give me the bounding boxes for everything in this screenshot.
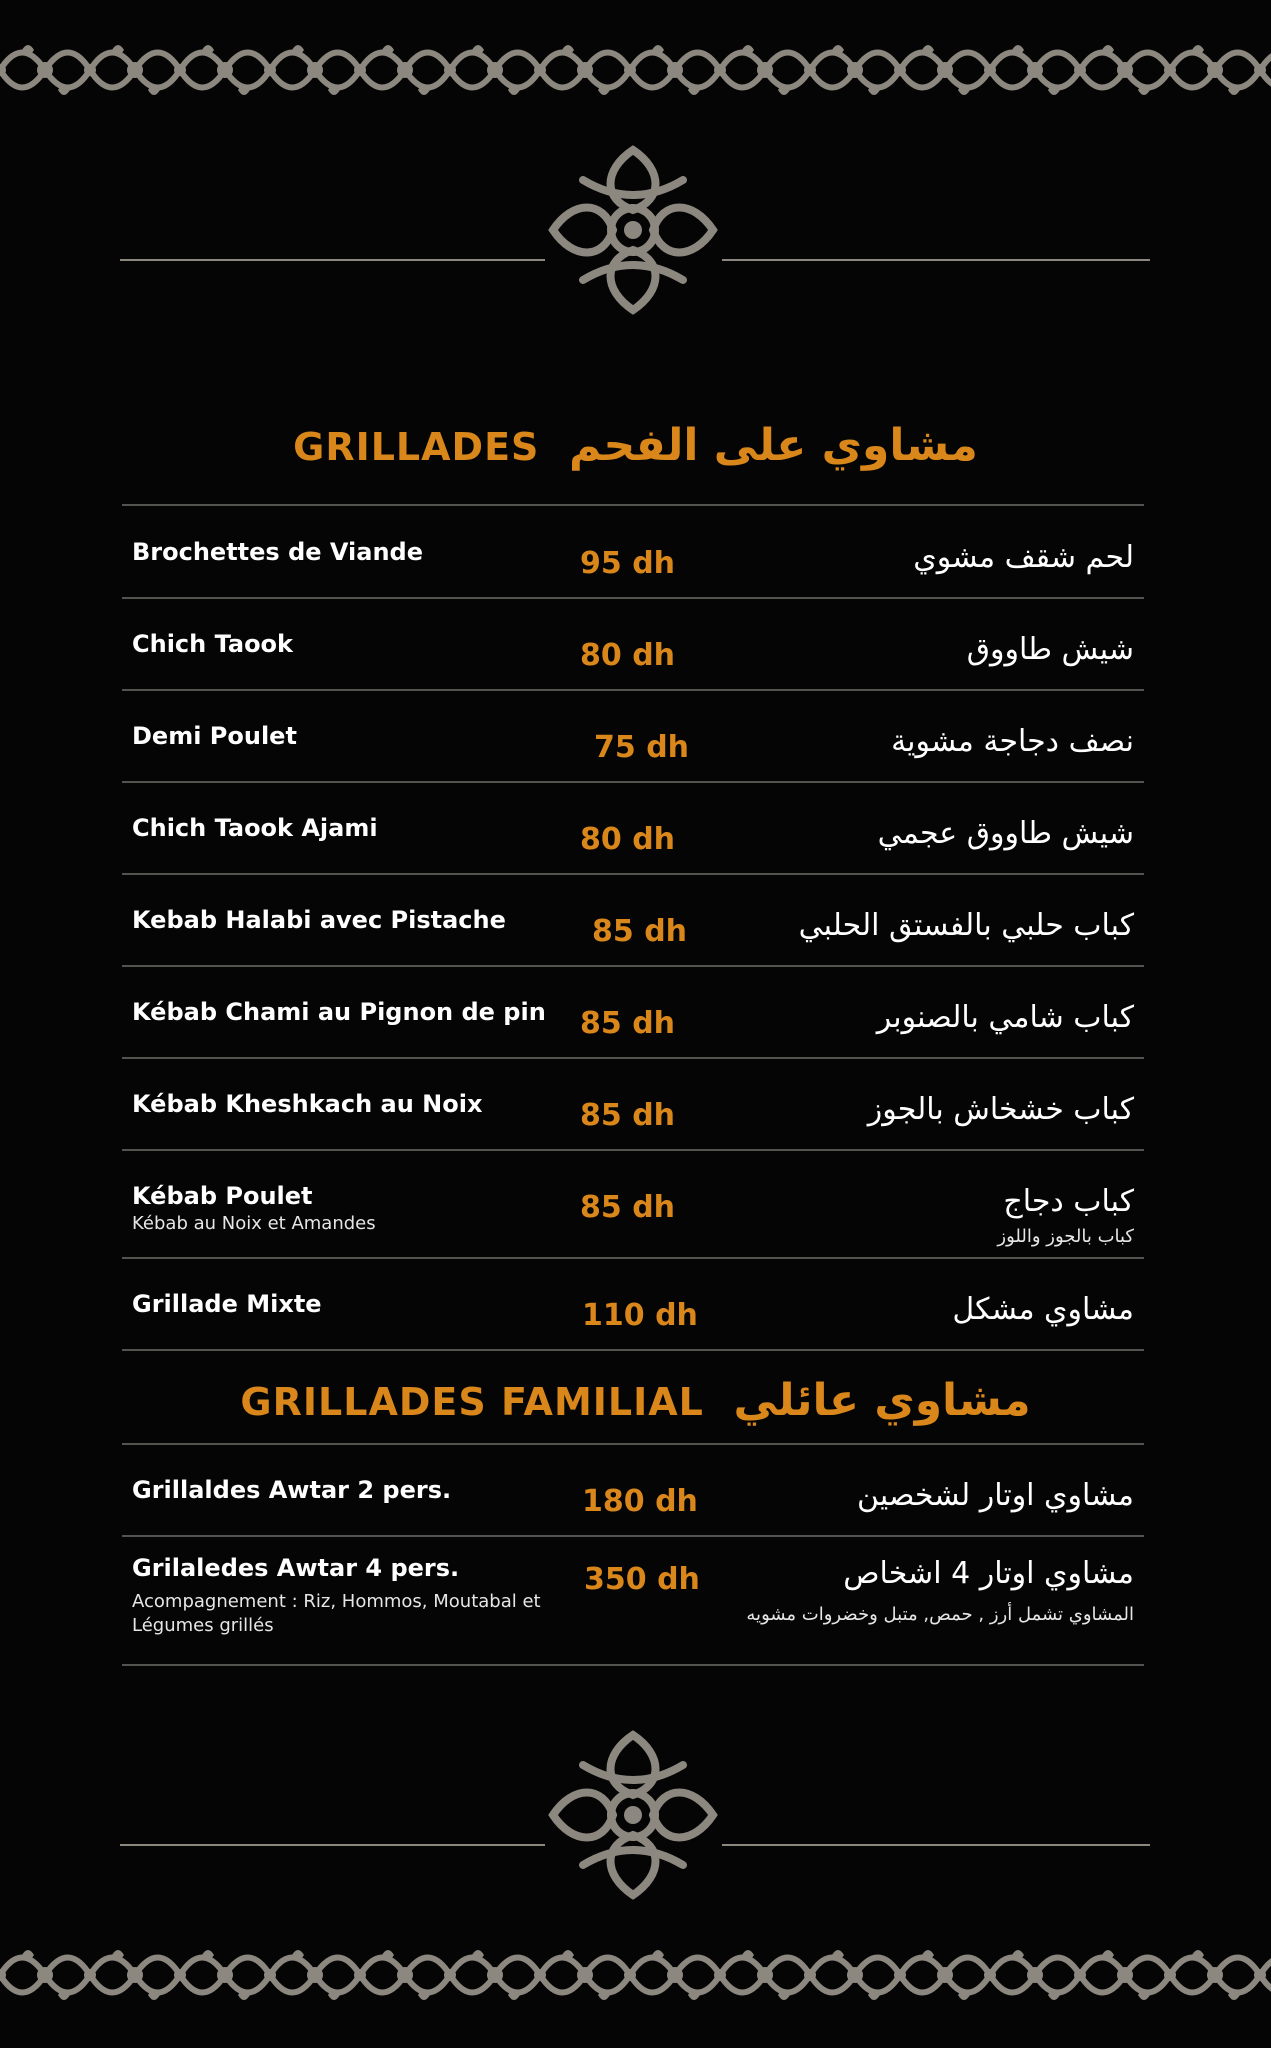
divider-line-right (722, 259, 1150, 261)
item-name-ar: شيش طاووق (966, 632, 1134, 667)
section-title-fr: GRILLADES (293, 425, 540, 469)
rule (122, 1349, 1144, 1351)
section-title-grillades (0, 420, 1271, 471)
menu-item (122, 1554, 1144, 1664)
item-price: 110 dh (582, 1298, 698, 1333)
divider-line-right (722, 1844, 1150, 1846)
item-name-ar: كباب حلبي بالفستق الحلبي (798, 908, 1134, 943)
item-name-fr: Grillade Mixte (132, 1290, 322, 1318)
item-name-ar: نصف دجاجة مشوية (891, 724, 1134, 759)
section-title-grillades-familial (0, 1375, 1271, 1426)
item-name-ar: مشاوي مشكل (952, 1292, 1134, 1327)
rule (122, 597, 1144, 599)
item-price: 85 dh (580, 1098, 676, 1133)
item-price: 350 dh (584, 1562, 700, 1597)
item-price: 85 dh (580, 1006, 676, 1041)
section-title-ar: مشاوي على الفحم (569, 420, 978, 471)
item-description-ar: كباب بالجوز واللوز (997, 1226, 1134, 1247)
top-ornament-divider (0, 140, 1271, 320)
item-name-ar: مشاوي اوتار لشخصين (857, 1478, 1134, 1513)
item-name-ar: كباب شامي بالصنوبر (876, 1000, 1134, 1035)
menu-item (122, 1182, 1144, 1268)
rule (122, 965, 1144, 967)
rule (122, 1149, 1144, 1151)
item-name-fr: Chich Taook Ajami (132, 814, 378, 842)
item-name-fr: Grilaledes Awtar 4 pers. (132, 1554, 460, 1582)
rule (122, 1257, 1144, 1259)
item-price: 95 dh (580, 546, 676, 581)
item-name-fr: Brochettes de Viande (132, 538, 423, 566)
top-arabesque-border (0, 30, 1271, 110)
item-description-fr: Kébab au Noix et Amandes (132, 1213, 376, 1234)
divider-line-left (120, 1844, 545, 1846)
item-price: 85 dh (592, 914, 688, 949)
item-name-fr: Kebab Halabi avec Pistache (132, 906, 506, 934)
section-title-fr: GRILLADES FAMILIAL (240, 1380, 704, 1424)
item-name-fr: Grillaldes Awtar 2 pers. (132, 1476, 452, 1504)
item-name-ar: مشاوي اوتار 4 اشخاص (843, 1556, 1134, 1591)
arabesque-medallion-icon (543, 140, 723, 320)
divider-line-left (120, 259, 545, 261)
item-name-ar: كباب خشخاش بالجوز (867, 1092, 1134, 1127)
item-name-fr: Kébab Kheshkach au Noix (132, 1090, 483, 1118)
rule (122, 1664, 1144, 1666)
item-name-ar: كباب دجاج (1003, 1184, 1134, 1219)
rule (122, 1535, 1144, 1537)
item-price: 180 dh (582, 1484, 698, 1519)
arabesque-medallion-icon (543, 1725, 723, 1905)
item-name-fr: Chich Taook (132, 630, 294, 658)
bottom-arabesque-border (0, 1935, 1271, 2015)
rule (122, 1443, 1144, 1445)
rule (122, 1057, 1144, 1059)
item-description-fr: Acompagnement : Riz, Hommos, Moutabal et Légumes grillés (132, 1591, 541, 1636)
rule (122, 873, 1144, 875)
item-name-fr: Demi Poulet (132, 722, 297, 750)
item-description-ar: المشاوي تشمل أرز , حمص, متبل وخضروات مشويه (746, 1604, 1134, 1625)
item-name-ar: لحم شقف مشوي (913, 540, 1134, 575)
item-price: 80 dh (580, 638, 676, 673)
item-name-ar: شيش طاووق عجمي (877, 816, 1134, 851)
section-title-ar: مشاوي عائلي (733, 1375, 1031, 1426)
bottom-ornament-divider (0, 1725, 1271, 1905)
item-price: 80 dh (580, 822, 676, 857)
item-name-fr: Kébab Poulet (132, 1182, 313, 1210)
item-name-fr: Kébab Chami au Pignon de pin (132, 998, 546, 1026)
item-price: 85 dh (580, 1190, 676, 1225)
rule (122, 504, 1144, 506)
item-price: 75 dh (594, 730, 690, 765)
rule (122, 781, 1144, 783)
rule (122, 689, 1144, 691)
